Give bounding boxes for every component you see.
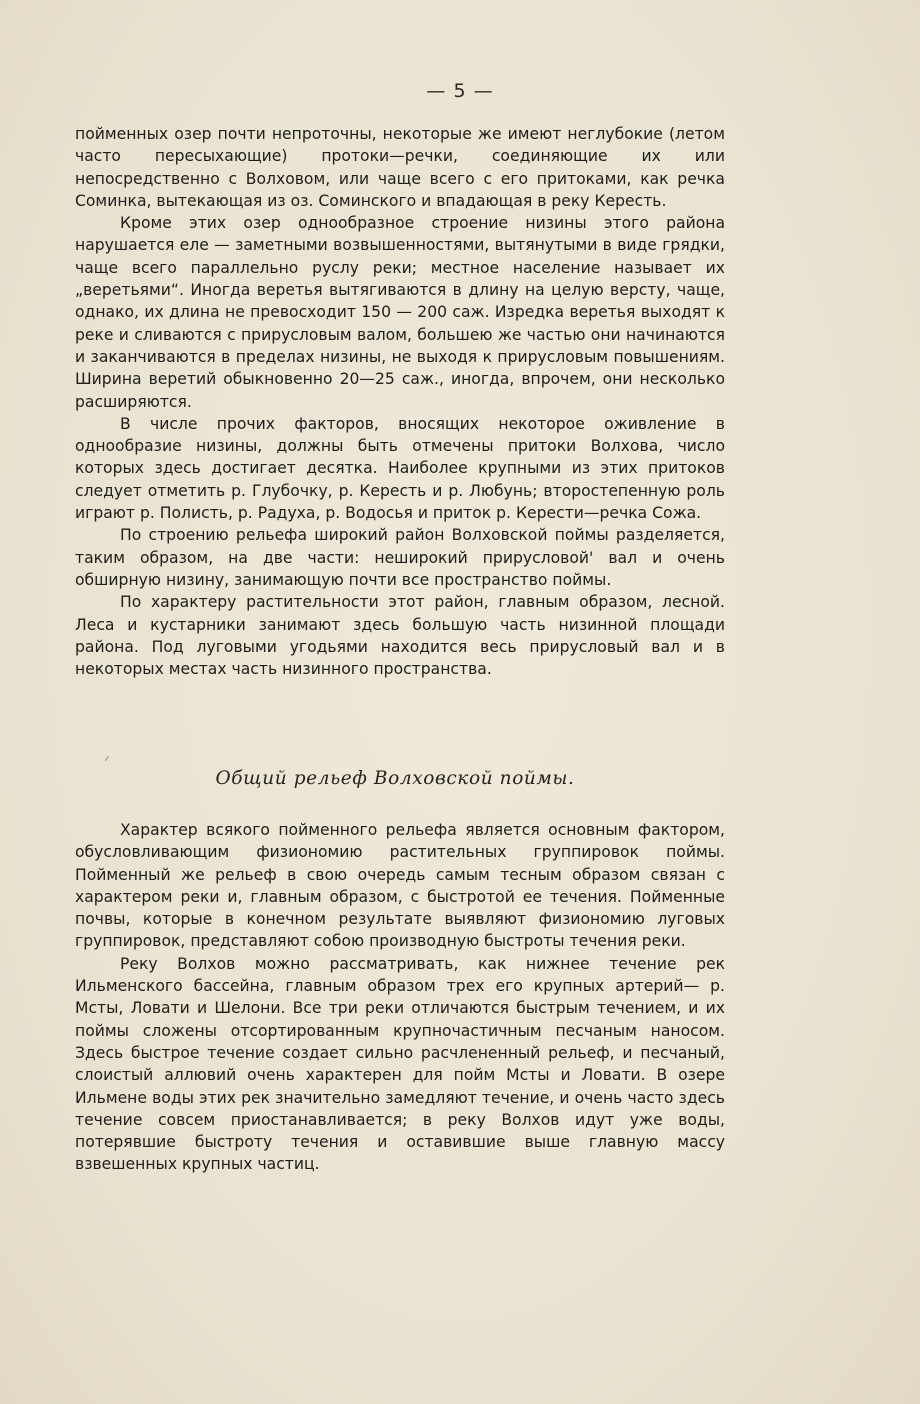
section-heading: Общий рельеф Волховской поймы. — [215, 768, 575, 789]
paragraph-volkhov-river: Реку Волхов можно рассматривать, как нижнее течение рек Ильменского бассейна, главным образом трех его крупных артерий— р. Мсты, Ловати и Шелони. Все три реки отличаются быстрым течением, и их поймы сложены отсортированным крупночастичным песчаным наносом. Здесь быстрое течение создает сильно расчлененный рельеф, и песчаный, слоистый аллювий очень характерен для пойм Мсты и Ловати. В озере Ильмене воды этих рек значительно замедляют течение, и очень часто здесь течение совсем приостанавливается; в реку Волхов идут уже воды, потерявшие быстроту течения и оставившие выше главную массу взвешенных крупных частиц. — [75, 954, 725, 1174]
paragraph-floodplain-relief: Характер всякого пойменного рельефа является основным фактором, обусловливающим физиономию растительных группировок поймы. Пойменный же рельеф в свою очередь самым тесным образом связан с характером реки и, главным образом, с быстротой ее течения. Пойменные почвы, которые в конечном результате выявляют физиономию луговых группировок, представляют собою производную быстроты течения реки. — [75, 821, 725, 951]
paragraph-continuation: пойменных озер почти непроточны, некоторые же имеют неглубокие (летом часто пересыхающие) протоки—речки, соединяющие их или непосредственно с Волховом, или чаще всего с его притоками, как речка Соминка, вытекающая из оз. Соминского и впадающая в реку Кересть. — [75, 125, 725, 210]
paragraph-veretya: Кроме этих озер однообразное строение низины этого района нарушается еле — заметными возвышенностями, вытянутыми в виде грядки, чаще всего параллельно руслу реки; местное население называет их „веретьями“. Иногда веретья вытягиваются в длину на целую версту, чаще, однако, их длина не превосходит 150 — 200 саж. Изредка веретья выходят к реке и сливаются с прирусловым валом, большею же частью они начинаются и заканчиваются в пределах низины, не выходя к прирусловым повышениям. Ширина веретий обыкновенно 20—25 саж., иногда, впрочем, они несколько расширяются. — [75, 214, 725, 411]
text-block-bottom — [75, 819, 725, 1176]
text-block-top — [75, 123, 725, 680]
paragraph-vegetation: По характеру растительности этот район, главным образом, лесной. Леса и кустарники занимают здесь большую часть низинной площади района. Под луговыми угодьями находится весь прирусловый вал и в некоторых местах часть низинного пространства. — [75, 593, 725, 679]
scan-mark — [105, 756, 109, 761]
paragraph-tributaries: В числе прочих факторов, вносящих некоторое оживление в однообразие низины, должны быть отмечены притоки Волхова, число которых здесь достигает десятка. Наиболее крупными из этих притоков следует отметить р. Глубочку, р. Кересть и р. Любунь; второстепенную роль играют р. Полисть, р. Радуха, р. Водосья и приток р. Керести—речка Сожа. — [75, 414, 725, 523]
page-number: — 5 — — [426, 80, 494, 102]
paragraph-relief-division: По строению рельефа широкий район Волховской поймы разделяется, таким образом, на две части: неширокий прирусловой' вал и очень обширную низину, занимающую почти все пространство поймы. — [75, 526, 725, 589]
